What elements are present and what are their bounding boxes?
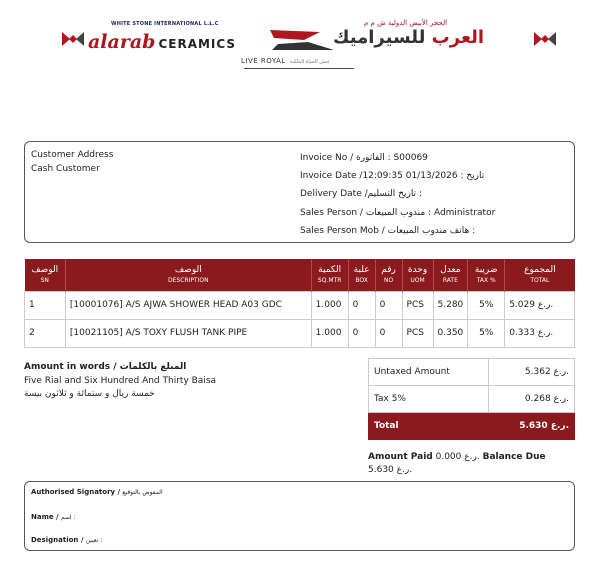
invoice-number: Invoice No / الفاتورة : S00069: [300, 153, 428, 163]
amount-in-words-title: Amount in words / المبلغ بالكلمات: [24, 362, 187, 372]
brand-logo-al: alarab: [88, 31, 156, 53]
invoice-lines-table: [24, 259, 575, 348]
tax-label: Tax 5%: [369, 386, 489, 413]
customer-block: [31, 148, 113, 176]
col-rate: معدل RATE: [433, 259, 468, 291]
tax-value: 0.268 ر.ع.: [489, 386, 575, 413]
sales-person: Sales Person / مندوب المبيعات : Administrator: [300, 207, 496, 218]
signatory-designation: Designation / تعيين :: [31, 536, 103, 544]
cell-description: [10021105] A/S TOXY FLUSH TANK PIPE: [65, 319, 311, 347]
amount-paid-label: Amount Paid: [368, 452, 433, 462]
cell-sqmtr: 1.000: [311, 319, 348, 347]
total-row: [369, 413, 575, 440]
brand-mark-left-icon: [62, 30, 84, 48]
brand-logo-en: [88, 31, 236, 51]
col-description: الوصف DESCRIPTION: [65, 259, 311, 291]
slogan-en: LIVE ROYAL: [241, 57, 286, 65]
authorised-signatory: Authorised Signatory / المفوض بالتوقيع: [31, 488, 163, 496]
invoice-date: Invoice Date /12:09:35 01/13/2026 : تاريخ: [300, 171, 485, 182]
payment-summary: [368, 451, 578, 477]
untaxed-label: Untaxed Amount: [369, 359, 489, 386]
table-header-row: [25, 259, 575, 291]
totals-table: [368, 358, 575, 440]
company-name-ar: الحجر الأبيض الدولية ش م م: [364, 19, 448, 27]
table-row: [25, 291, 575, 319]
slogan-ar: عيش الحياة الملكية: [289, 59, 331, 65]
cell-total: 5.029 ر.ع.: [505, 291, 575, 319]
amount-in-words-en: Five Rial and Six Hundred And Thirty Baisa: [24, 375, 217, 386]
delivery-date: Delivery Date /تاريخ التسليم :: [300, 189, 422, 200]
brand-logo-ar-gray: للسيراميك: [333, 27, 426, 48]
balance-due-label: Balance Due: [482, 452, 546, 462]
brand-logo-ceramics: CERAMICS: [158, 37, 237, 51]
cell-no: 0: [375, 291, 402, 319]
slogan-divider: [244, 68, 354, 69]
col-box: علبة BOX: [348, 259, 375, 291]
cell-box: 0: [348, 291, 375, 319]
col-sqmtr: الكمية SQ.MTR: [311, 259, 348, 291]
cell-total: 0.333 ر.ع.: [505, 319, 575, 347]
cell-description: [10001076] A/S AJWA SHOWER HEAD A03 GDC: [65, 291, 311, 319]
col-total: المجموع TOTAL: [505, 259, 575, 291]
customer-invoice-box: [24, 141, 575, 243]
brand-logo-ar-red: العرب: [431, 27, 485, 48]
total-value: 5.630 ر.ع.: [489, 413, 575, 440]
cell-tax: 5%: [468, 319, 505, 347]
customer-address-label: Customer Address: [31, 150, 114, 160]
customer-name: Cash Customer: [31, 164, 100, 174]
total-label: Total: [369, 413, 489, 440]
cell-sn: 2: [25, 319, 66, 347]
col-uom: وحدة UOM: [402, 259, 433, 291]
slogan: [241, 57, 330, 65]
untaxed-value: 5.362 ر.ع.: [489, 359, 575, 386]
amount-in-words-ar: خمسة ريال و ستمائة و ثلاثون بيسة: [24, 389, 155, 399]
cell-uom: PCS: [402, 291, 433, 319]
table-row: [25, 319, 575, 347]
balance-due-value: 5.630 ر.ع.: [368, 465, 413, 475]
signatory-name: Name / اسم :: [31, 513, 76, 521]
cell-box: 0: [348, 319, 375, 347]
invoice-header: [0, 0, 600, 80]
invoice-details: [300, 151, 495, 242]
col-no: رقم NO: [375, 259, 402, 291]
untaxed-row: [369, 359, 575, 386]
brand-mark-right-icon: [534, 30, 556, 48]
brand-swoosh-icon: [268, 28, 336, 52]
cell-sqmtr: 1.000: [311, 291, 348, 319]
cell-uom: PCS: [402, 319, 433, 347]
cell-tax: 5%: [468, 291, 505, 319]
cell-no: 0: [375, 319, 402, 347]
amount-in-words: [24, 361, 216, 402]
signature-box: [24, 481, 575, 551]
company-name-en: WHITE STONE INTERNATIONAL L.L.C: [111, 21, 219, 27]
tax-row: [369, 386, 575, 413]
cell-rate: 0.350: [433, 319, 468, 347]
col-sn: الوصف SN: [25, 259, 66, 291]
cell-sn: 1: [25, 291, 66, 319]
sales-person-mobile: Sales Person Mob / هاتف مندوب المبيعات :: [300, 225, 476, 236]
amount-paid-value: 0.000 ر.ع.: [435, 452, 480, 462]
col-tax: ضريبة TAX %: [468, 259, 505, 291]
cell-rate: 5.280: [433, 291, 468, 319]
brand-logo-ar: [333, 27, 484, 48]
